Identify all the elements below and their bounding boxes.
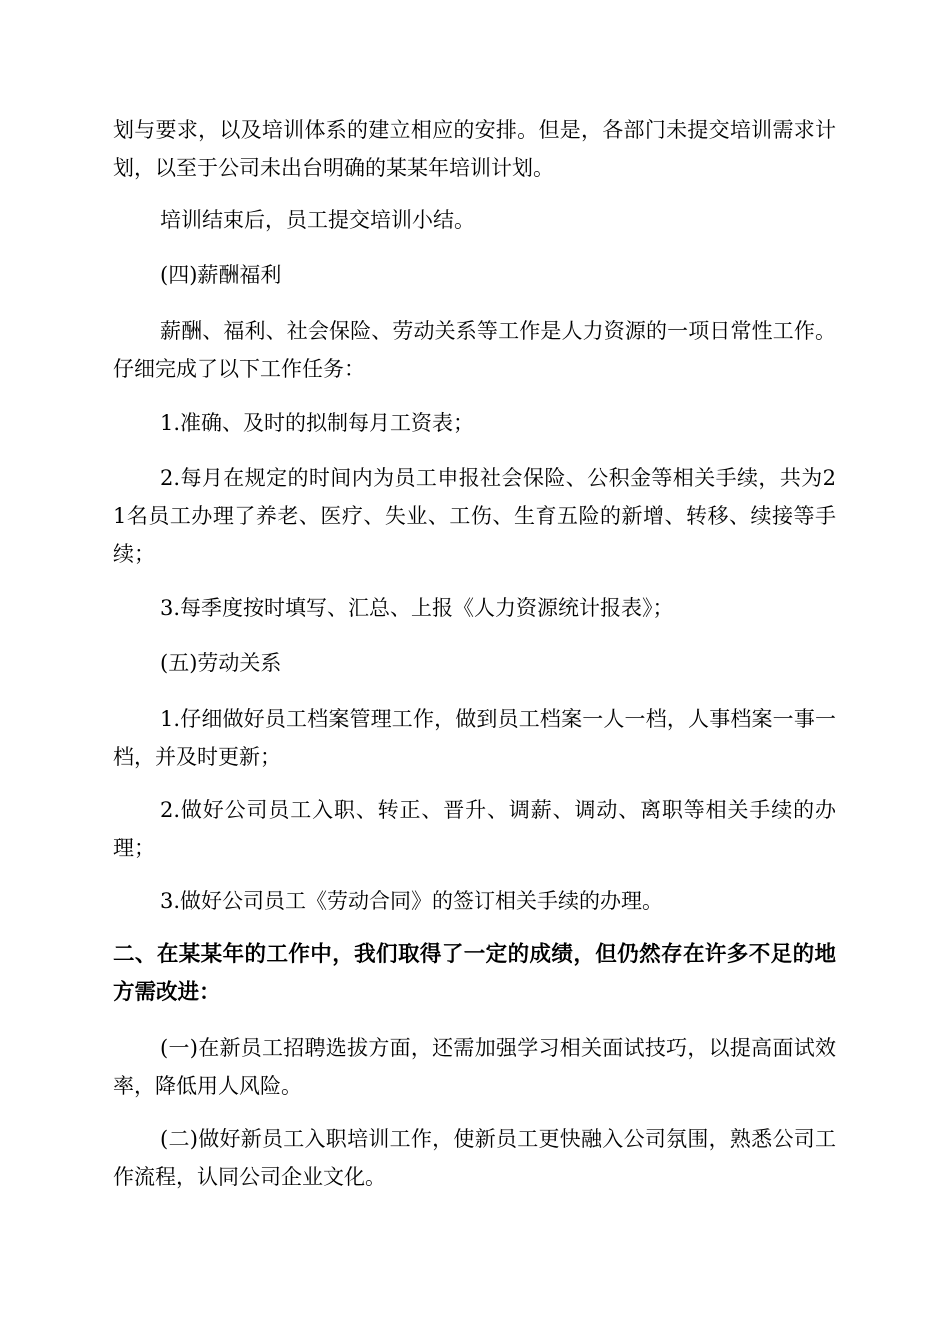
list-item-social-insurance: 2.每月在规定的时间内为员工申报社会保险、公积金等相关手续，共为21名员工办理了养老、医疗、失业、工伤、生育五险的新增、转移、续接等手续； bbox=[113, 466, 836, 566]
list-item-onboarding-procedures: 2.做好公司员工入职、转正、晋升、调薪、调动、离职等相关手续的办理； bbox=[113, 798, 836, 860]
paragraph-compensation-intro: 薪酬、福利、社会保险、劳动关系等工作是人力资源的一项日常性工作。仔细完成了以下工作任务： bbox=[113, 319, 836, 381]
list-item-archives: 1.仔细做好员工档案管理工作，做到员工档案一人一档，人事档案一事一档，并及时更新； bbox=[113, 707, 836, 769]
paragraph-training-summary: 培训结束后，员工提交培训小结。 bbox=[160, 208, 475, 232]
paragraph-recruitment-improvement: (一)在新员工招聘选拔方面，还需加强学习相关面试技巧，以提高面试效率，降低用人风险。 bbox=[113, 1036, 836, 1098]
section-heading-improvements: 二、在某某年的工作中，我们取得了一定的成绩，但仍然存在许多不足的地方需改进： bbox=[113, 942, 836, 1005]
section-heading-compensation: (四)薪酬福利 bbox=[160, 263, 282, 287]
paragraph-training-plan-continued: 划与要求，以及培训体系的建立相应的安排。但是，各部门未提交培训需求计划，以至于公司未出台明确的某某年培训计划。 bbox=[113, 118, 836, 180]
paragraph-induction-training: (二)做好新员工入职培训工作，使新员工更快融入公司氛围，熟悉公司工作流程，认同公司企业文化。 bbox=[113, 1127, 836, 1189]
list-item-payroll: 1.准确、及时的拟制每月工资表； bbox=[160, 411, 475, 435]
list-item-labor-contract: 3.做好公司员工《劳动合同》的签订相关手续的办理。 bbox=[160, 889, 664, 913]
section-heading-labor-relations: (五)劳动关系 bbox=[160, 651, 282, 675]
list-item-quarterly-report: 3.每季度按时填写、汇总、上报《人力资源统计报表》； bbox=[160, 596, 674, 620]
